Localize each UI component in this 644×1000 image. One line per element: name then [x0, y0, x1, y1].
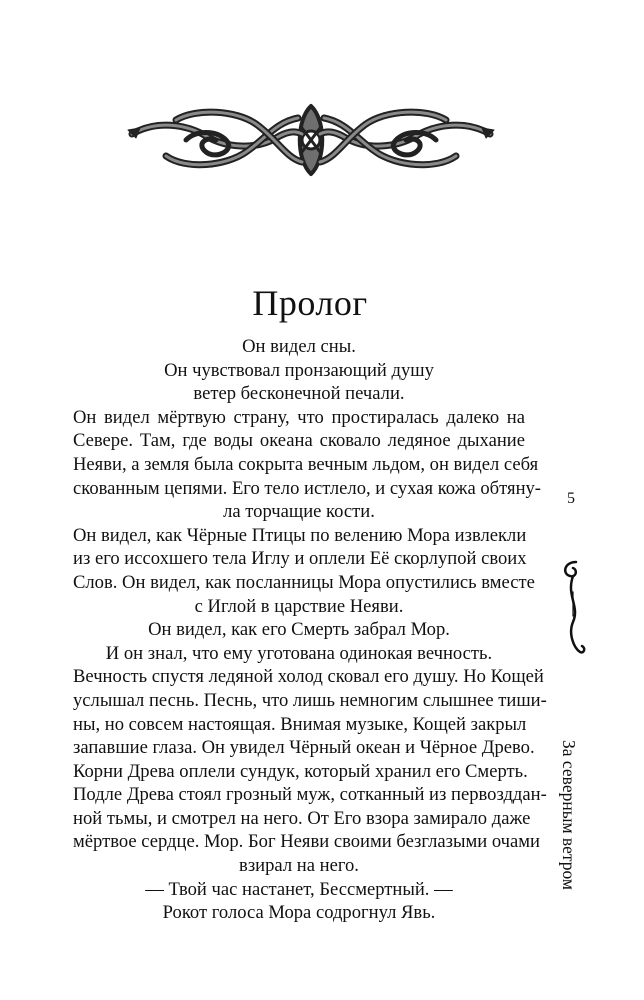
- text-line: ветер бесконечной печали.: [193, 383, 405, 405]
- knotwork-ornament: [126, 100, 496, 180]
- text-line: услышал песнь. Песнь, что лишь немногим слышнее тиши-: [73, 689, 547, 711]
- text-line: — Твой час настанет, Бессмертный. —: [145, 878, 453, 900]
- swirl-ornament-icon: [556, 556, 590, 664]
- text-line: Слов. Он видел, как посланницы Мора опустились вместе: [73, 571, 535, 593]
- text-line: И он знал, что ему уготована одинокая вечность.: [105, 642, 493, 664]
- text-line: мёртвое сердце. Мор. Бог Неяви своими безглазыми очами: [73, 831, 540, 853]
- text-line: ны, но совсем настоящая. Внимая музыке, Кощей закрыл: [73, 713, 527, 735]
- text-line: Вечность спустя ледяной холод сковал его душу. Но Кощей: [73, 666, 544, 688]
- text-line: Неяви, а земля была сокрыта вечным льдом, он видел себя: [73, 453, 539, 475]
- text-line: Он чувствовал пронзающий душу: [164, 359, 434, 381]
- running-head: [549, 740, 589, 900]
- text-line: взирал на него.: [239, 855, 359, 877]
- text-line: Подле Древа стоял грозный муж, сотканный из первозддан-: [73, 784, 547, 806]
- text-line: из его иссохшего тела Иглу и оплели Её скорлупой своих: [73, 548, 527, 570]
- text-line: ла торчащие кости.: [223, 501, 375, 523]
- text-line: Он видел мёртвую страну, что простиралась далеко на: [73, 406, 525, 428]
- text-line: с Иглой в царствие Неяви.: [194, 595, 404, 617]
- page-number: 5: [567, 490, 575, 507]
- text-line: запавшие глаза. Он увидел Чёрный океан и Чёрное Древо.: [73, 737, 535, 759]
- chapter-title: Пролог: [252, 283, 368, 323]
- text-line: Он видел, как Чёрные Птицы по велению Мора извлекли: [73, 524, 527, 546]
- text-line: Рокот голоса Мора содрогнул Явь.: [162, 902, 436, 924]
- text-line: ной тьмы, и смотрел на него. От Его взора замирало даже: [73, 807, 531, 829]
- body-text: [73, 335, 547, 925]
- text-line: Севере. Там, где воды океана сковало ледяное дыхание: [73, 430, 525, 452]
- text-line: Корни Древа оплели сундук, который хранил его Смерть.: [73, 760, 528, 782]
- text-line: скованным цепями. Его тело истлело, и сухая кожа обтяну-: [73, 477, 542, 499]
- text-line: Он видел, как его Смерть забрал Мор.: [148, 619, 450, 641]
- running-head-text: За северным ветром: [559, 740, 579, 890]
- text-line: Он видел сны.: [242, 336, 356, 357]
